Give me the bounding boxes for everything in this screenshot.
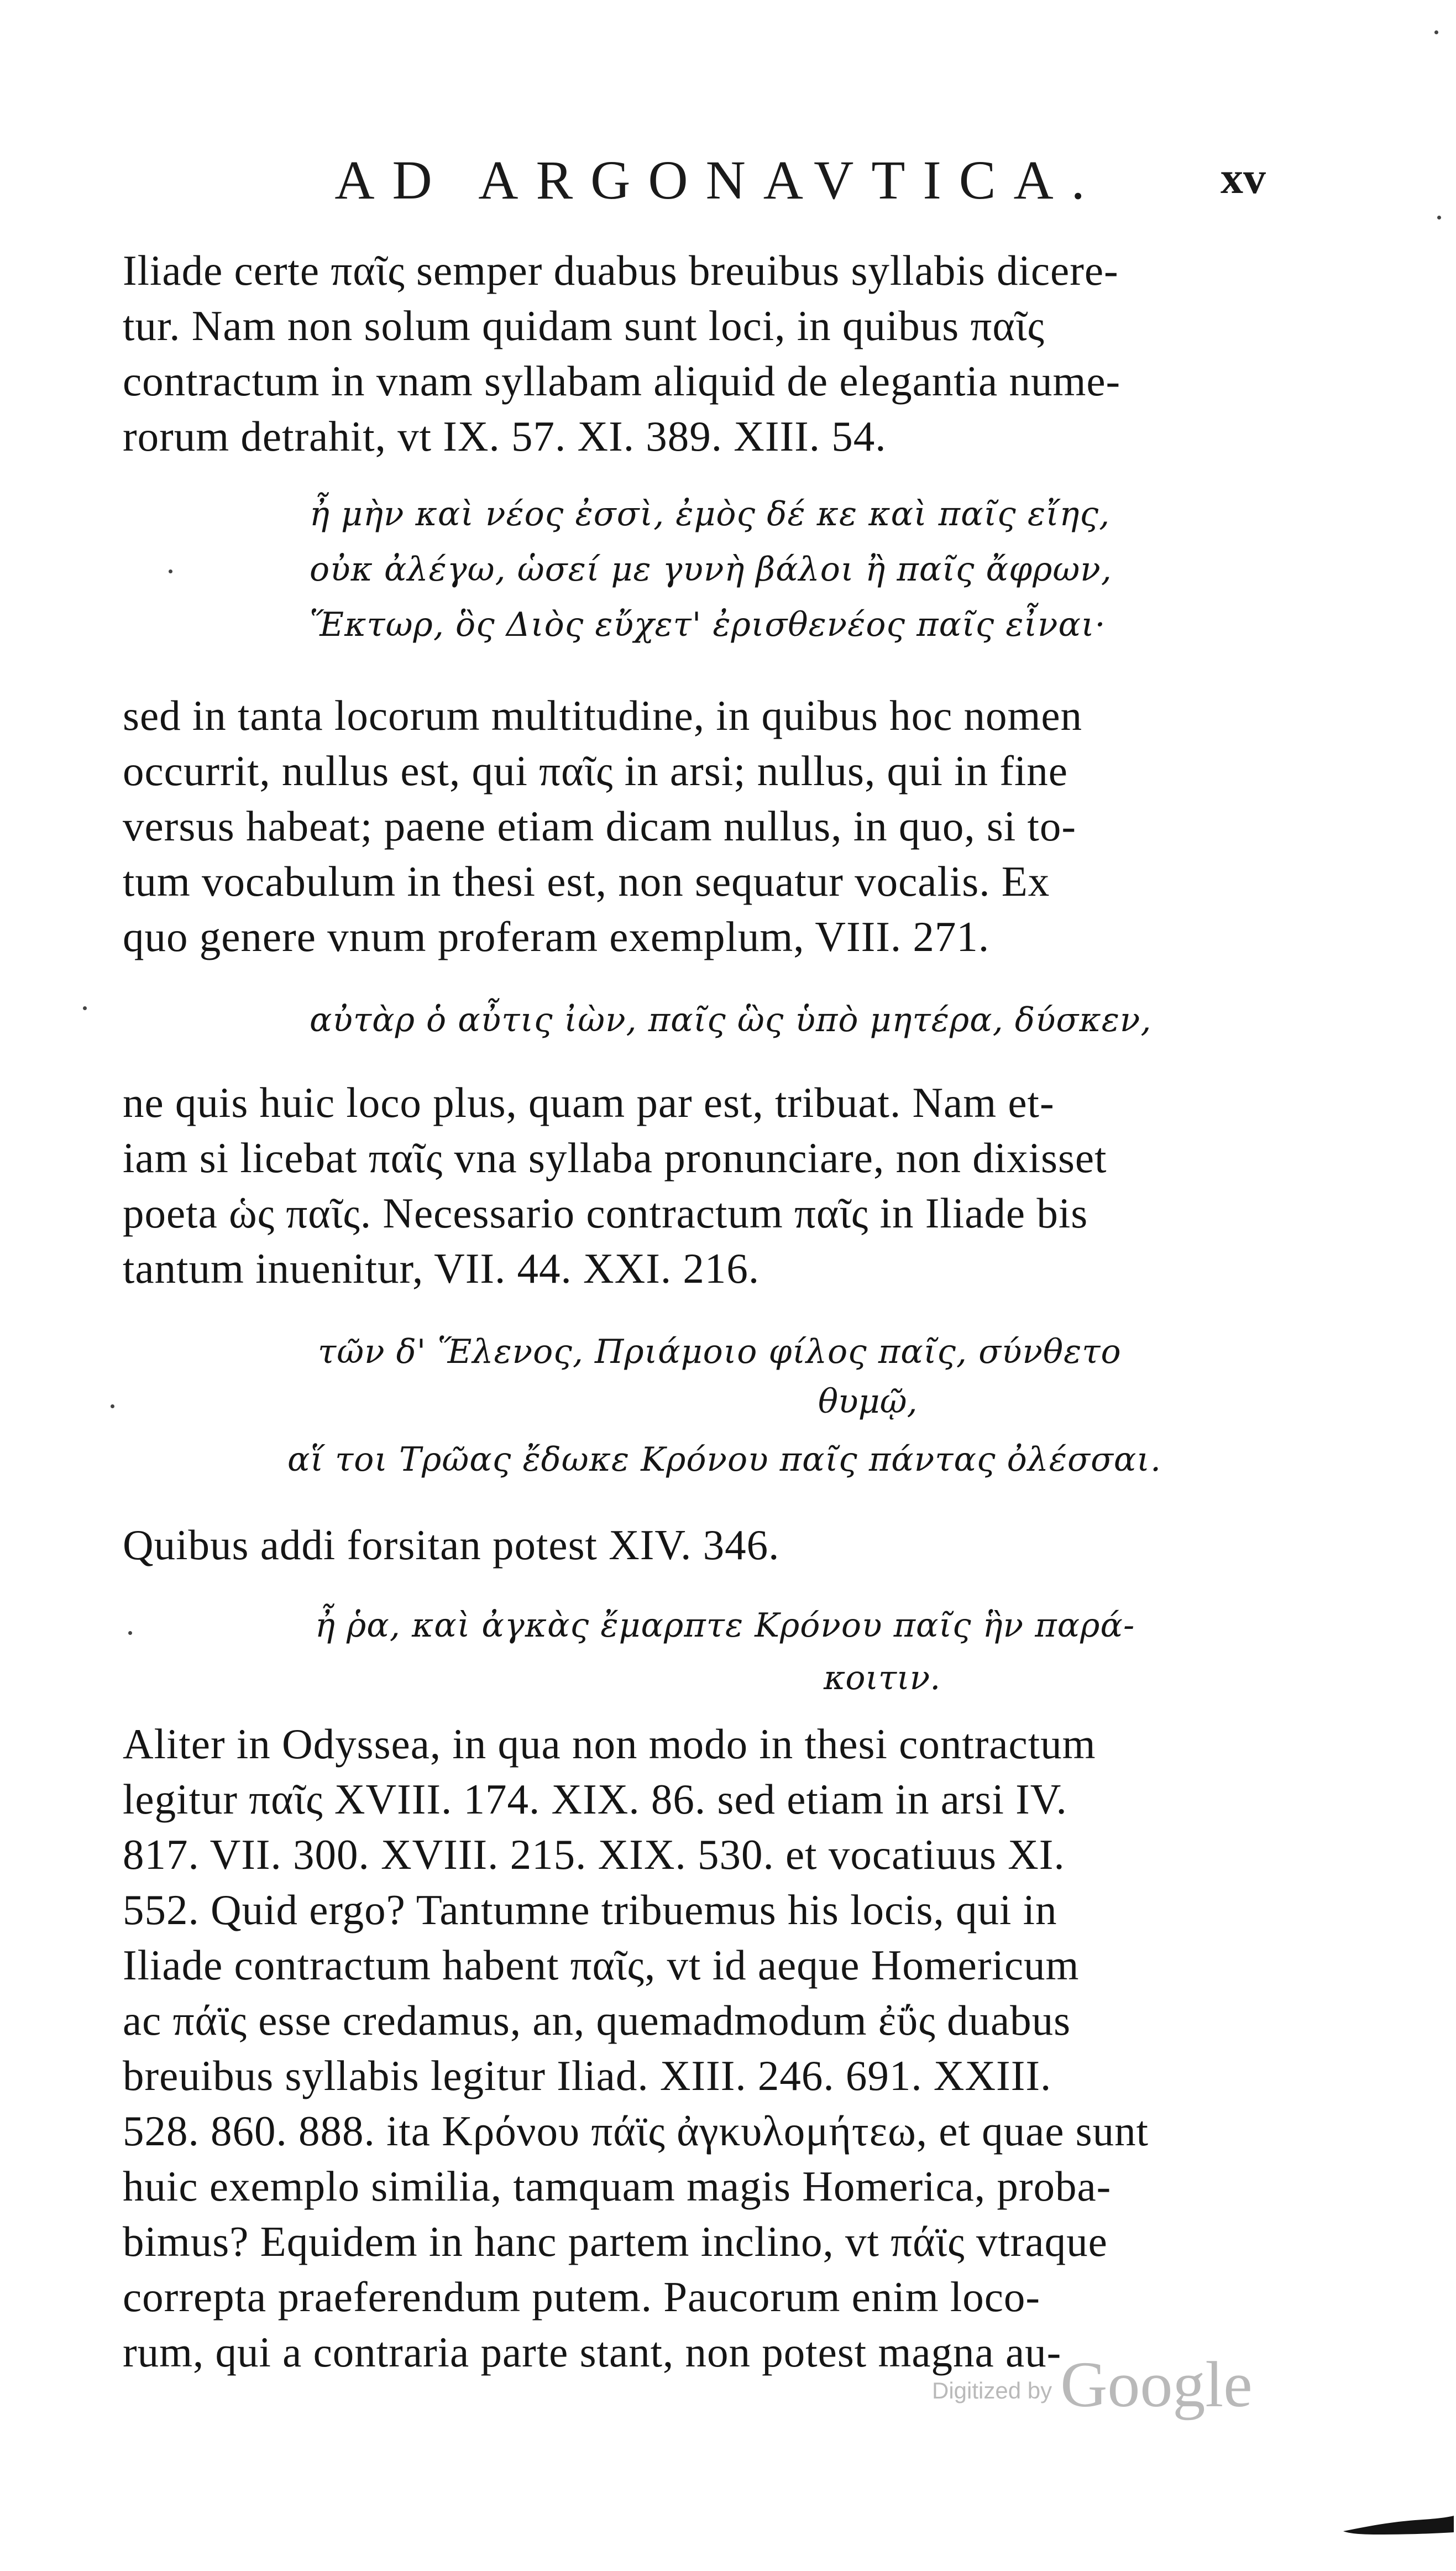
text-line: correpta praeferendum putem. Paucorum enim loco-: [123, 2273, 1041, 2321]
text-line: 817. VII. 300. XVIII. 215. XIX. 530. et vocatiuus XI.: [123, 1831, 1065, 1878]
running-title: AD ARGONAVTICA.: [334, 149, 1103, 211]
text-line: 528. 860. 888. ita Κρόνου πάϊς ἀγκυλομήτεω, et quae sunt: [123, 2107, 1149, 2155]
text-line: occurrit, nullus est, qui παῖς in arsi; nullus, qui in fine: [123, 747, 1068, 795]
scan-speck: [169, 569, 172, 573]
text-line: legitur παῖς XVIII. 174. XIX. 86. sed etiam in arsi IV.: [123, 1775, 1067, 1823]
text-line: contractum in vnam syllabam aliquid de elegantia nume-: [123, 357, 1121, 405]
greek-quote-line: κοιτιν.: [824, 1659, 941, 1697]
scan-speck: [1437, 216, 1441, 220]
greek-quote-line: ἦ μὴν καὶ νέος ἐσσὶ, ἐμὸς δέ κε καὶ παῖς εἴης,: [310, 495, 1111, 534]
text-line: huic exemplo similia, tamquam magis Homerica, proba-: [123, 2162, 1112, 2210]
text-line: tantum inuenitur, VII. 44. XXI. 216.: [123, 1245, 760, 1292]
text-line: iam si licebat παῖς vna syllaba pronunciare, non dixisset: [123, 1134, 1107, 1182]
greek-quote-line: Ἕκτωρ, ὃς Διὸς εὔχετ' ἐρισθενέος παῖς εἶναι·: [310, 605, 1106, 644]
scan-edge-artifact: [1343, 2510, 1454, 2538]
greek-quote-line: θυμῷ,: [818, 1382, 918, 1421]
text-line: quo genere vnum proferam exemplum, VIII. 271.: [123, 913, 990, 960]
greek-quote-line: τῶν δ' Ἕλενος, Πριάμοιο φίλος παῖς, σύνθετο: [318, 1332, 1122, 1371]
greek-quote-line: αἵ τοι Τρῶας ἔδωκε Κρόνου παῖς πάντας ὀλέσσαι.: [287, 1440, 1162, 1479]
page-number: xv: [1221, 153, 1266, 203]
text-line: Aliter in Odyssea, in qua non modo in thesi contractum: [123, 1720, 1096, 1768]
watermark-prefix: Digitized by: [932, 2377, 1052, 2403]
text-line: Iliade contractum habent παῖς, vt id aeque Homericum: [123, 1941, 1080, 1989]
text-line: 552. Quid ergo? Tantumne tribuemus his locis, qui in: [123, 1886, 1057, 1934]
text-line: tum vocabulum in thesi est, non sequatur vocalis. Ex: [123, 858, 1050, 905]
scan-speck: [128, 1631, 132, 1635]
text-line: sed in tanta locorum multitudine, in quibus hoc nomen: [123, 692, 1083, 739]
scan-speck: [111, 1404, 114, 1408]
text-line: Quibus addi forsitan potest XIV. 346.: [123, 1521, 780, 1569]
text-line: ne quis huic loco plus, quam par est, tribuat. Nam et-: [123, 1079, 1055, 1126]
google-logo: Google: [1060, 2348, 1253, 2421]
text-line: versus habeat; paene etiam dicam nullus, in quo, si to-: [123, 802, 1077, 850]
text-line: rum, qui a contraria parte stant, non potest magna au-: [123, 2328, 1062, 2376]
scan-speck: [1434, 30, 1438, 34]
greek-quote-line: ἦ ῥα, καὶ ἀγκὰς ἔμαρπτε Κρόνου παῖς ἣν παρά-: [315, 1606, 1135, 1645]
text-line: Iliade certe παῖς semper duabus breuibus syllabis dicere-: [123, 247, 1119, 294]
scan-speck: [83, 1006, 87, 1010]
text-line: tur. Nam non solum quidam sunt loci, in quibus παῖς: [123, 302, 1045, 349]
text-line: poeta ὡς παῖς. Necessario contractum παῖς in Iliade bis: [123, 1189, 1088, 1237]
digitized-watermark: [932, 2347, 1253, 2422]
greek-quote-line: οὐκ ἀλέγω, ὡσεί με γυνὴ βάλοι ἢ παῖς ἄφρων,: [310, 550, 1112, 589]
text-line: bimus? Equidem in hanc partem inclino, vt πάϊς vtraque: [123, 2218, 1108, 2265]
text-line: ac πάϊς esse credamus, an, quemadmodum ἐΰς duabus: [123, 1997, 1071, 2044]
greek-quote-line: αὐτὰρ ὁ αὖτις ἰὼν, παῖς ὣς ὑπὸ μητέρα, δύσκεν,: [310, 1001, 1152, 1039]
text-line: rorum detrahit, vt IX. 57. XI. 389. XIII. 54.: [123, 412, 887, 460]
text-line: breuibus syllabis legitur Iliad. XIII. 246. 691. XXIII.: [123, 2052, 1052, 2099]
